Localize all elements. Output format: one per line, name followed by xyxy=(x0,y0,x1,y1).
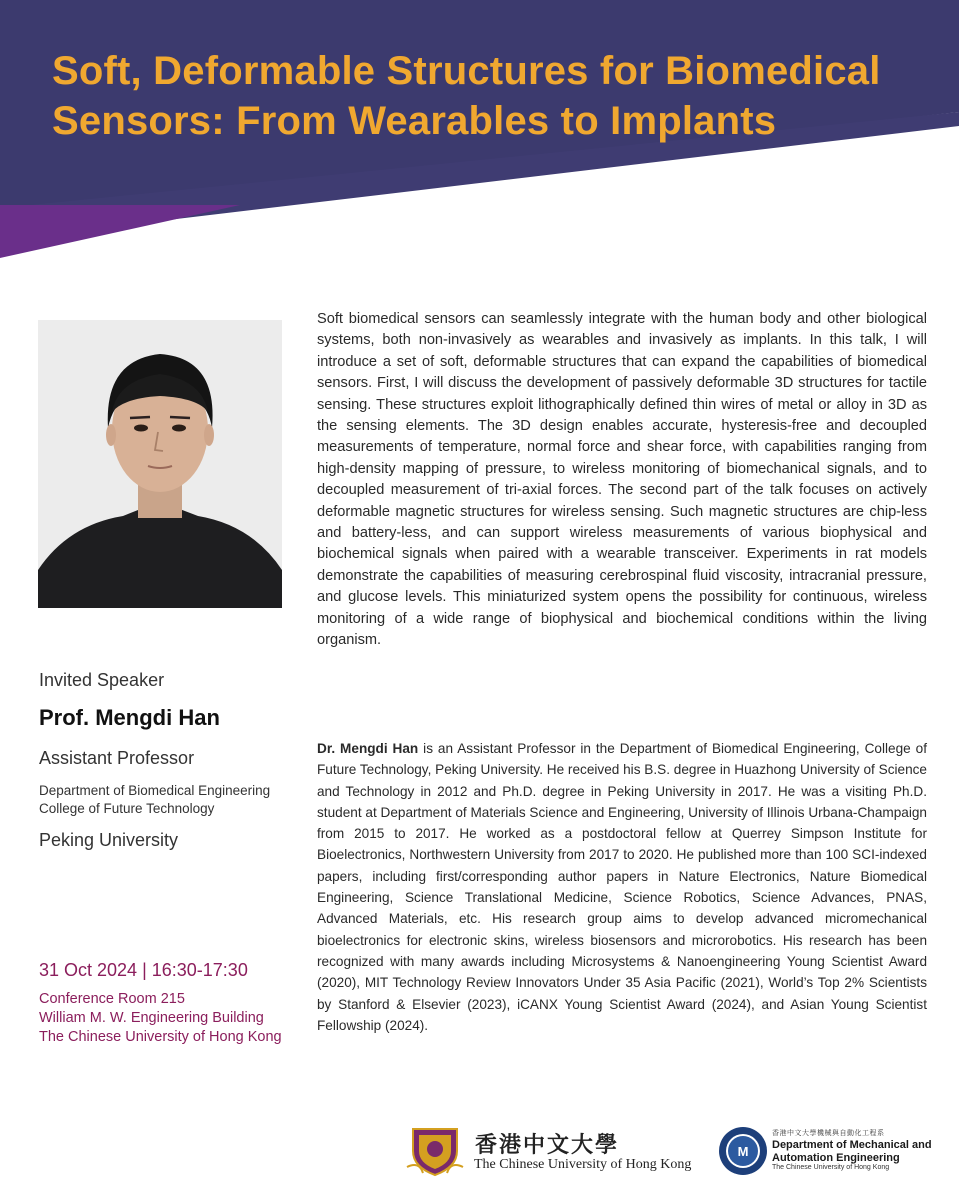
cuhk-chinese-name: 香港中文大學 xyxy=(475,1132,620,1158)
speaker-department xyxy=(39,782,299,818)
event-location xyxy=(39,990,319,1047)
svg-text:M: M xyxy=(737,1144,749,1159)
talk-title-line-2: Sensors: From Wearables to Implants xyxy=(52,99,777,143)
event-building: William M. W. Engineering Building xyxy=(39,1010,264,1026)
event-info xyxy=(39,958,319,1047)
speaker-name: Prof. Mengdi Han xyxy=(39,705,220,730)
header-banner xyxy=(0,0,959,258)
mae-university-name: The Chinese University of Hong Kong xyxy=(772,1164,890,1171)
mae-name-line-1: Department of Mechanical and xyxy=(772,1139,932,1151)
portrait-drawing xyxy=(38,320,282,608)
speaker-bio xyxy=(317,738,927,1036)
cuhk-crest-icon xyxy=(405,1123,465,1177)
speaker-role: Invited Speaker xyxy=(39,670,165,690)
talk-abstract: Soft biomedical sensors can seamlessly integrate with the human body and other biological systems, both non-invasively as wearables and invasively as implants. In this talk, I will introduce a set of soft, deformable structures that can expand the capabilities of biomedical sensors. First, I will discuss the development of passively deformable 3D structures for tactile sensing. These structures exploit lithographically defined thin wires of metal or alloy in 3D as the sensing elements. The 3D design enables accurate, hysteresis-free and decoupled measurements of temperature, normal force and shear force, with capabilities ranging from high-density mapping of pressure, to wireless monitoring of biomechanical signals, and to decoupled measurement of tri-axial forces. The second part of the talk focuses on actively deformable magnetic structures for wireless sensing. Such magnetic structures are chip-less and battery-less, and can support wireless measurements of various biophysical and biochemical signals when paired with a wearable transceiver. Experiments in rat models demonstrate the capabilities of measuring cerebrospinal fluid viscosity, intracranial pressure, and glucose levels. This miniaturized system opens the possibility for continuous, wireless monitoring of a wide range of biophysical and biochemical conditions within the living organism. xyxy=(317,311,927,649)
speaker-university: Peking University xyxy=(39,830,179,850)
speaker-position: Assistant Professor xyxy=(39,748,195,768)
speaker-photo xyxy=(38,320,282,608)
department-line-1: Department of Biomedical Engineering xyxy=(39,783,271,798)
mae-department-name xyxy=(772,1139,932,1165)
cuhk-english-name: The Chinese University of Hong Kong xyxy=(474,1157,692,1172)
event-date-time: 31 Oct 2024 | 16:30-17:30 xyxy=(39,960,248,980)
event-institution: The Chinese University of Hong Kong xyxy=(39,1029,282,1045)
mae-name-line-2: Automation Engineering xyxy=(772,1152,900,1164)
event-room: Conference Room 215 xyxy=(39,991,185,1007)
bio-text: is an Assistant Professor in the Department of Biomedical Engineering, College of Future Technology, Peking University. He received his B.S. degree in Huazhong University of Science and Technology in 2012 and Ph.D. degree in Peking University in 2017. He was a visiting Ph.D. student at Department of Materials Science and Engineering, University of Illinois Urbana-Champaign from 2015 to 2017. He worked as a postdoctoral fellow at Querrey Simpson Institute for Bioelectronics, Northwestern University from 2017 to 2020. He published more than 100 SCI-indexed papers, including first/corresponding author papers in Nature Electronics, Nature Biomedical Engineering, Science Translational Medicine, Science Robotics, Science Advances, PNAS, Advanced Materials, etc. His research group aims to develop advanced micromechanical bioelectronics for electronic skins, wireless biosensors and microrobotics. His research has been recognized with many awards including Microsystems & Nanoengineering Young Scientist Award (2020), MIT Technology Review Innovators Under 35 Asia Pacific (2021), World’s Top 2% Scientists by Stanford & Elsevier (2023), iCANX Young Scientist Award (2024), and Asian Young Scientist Fellowship (2024). xyxy=(317,741,927,1033)
talk-title xyxy=(52,46,932,146)
department-line-2: College of Future Technology xyxy=(39,801,215,816)
speaker-info xyxy=(39,668,299,852)
mae-department-logo-icon xyxy=(718,1126,768,1176)
bio-speaker-name: Dr. Mengdi Han xyxy=(317,741,419,756)
mae-chinese-name: 香港中文大學機械與自動化工程系 xyxy=(772,1130,885,1137)
talk-title-line-1: Soft, Deformable Structures for Biomedical xyxy=(52,49,881,93)
